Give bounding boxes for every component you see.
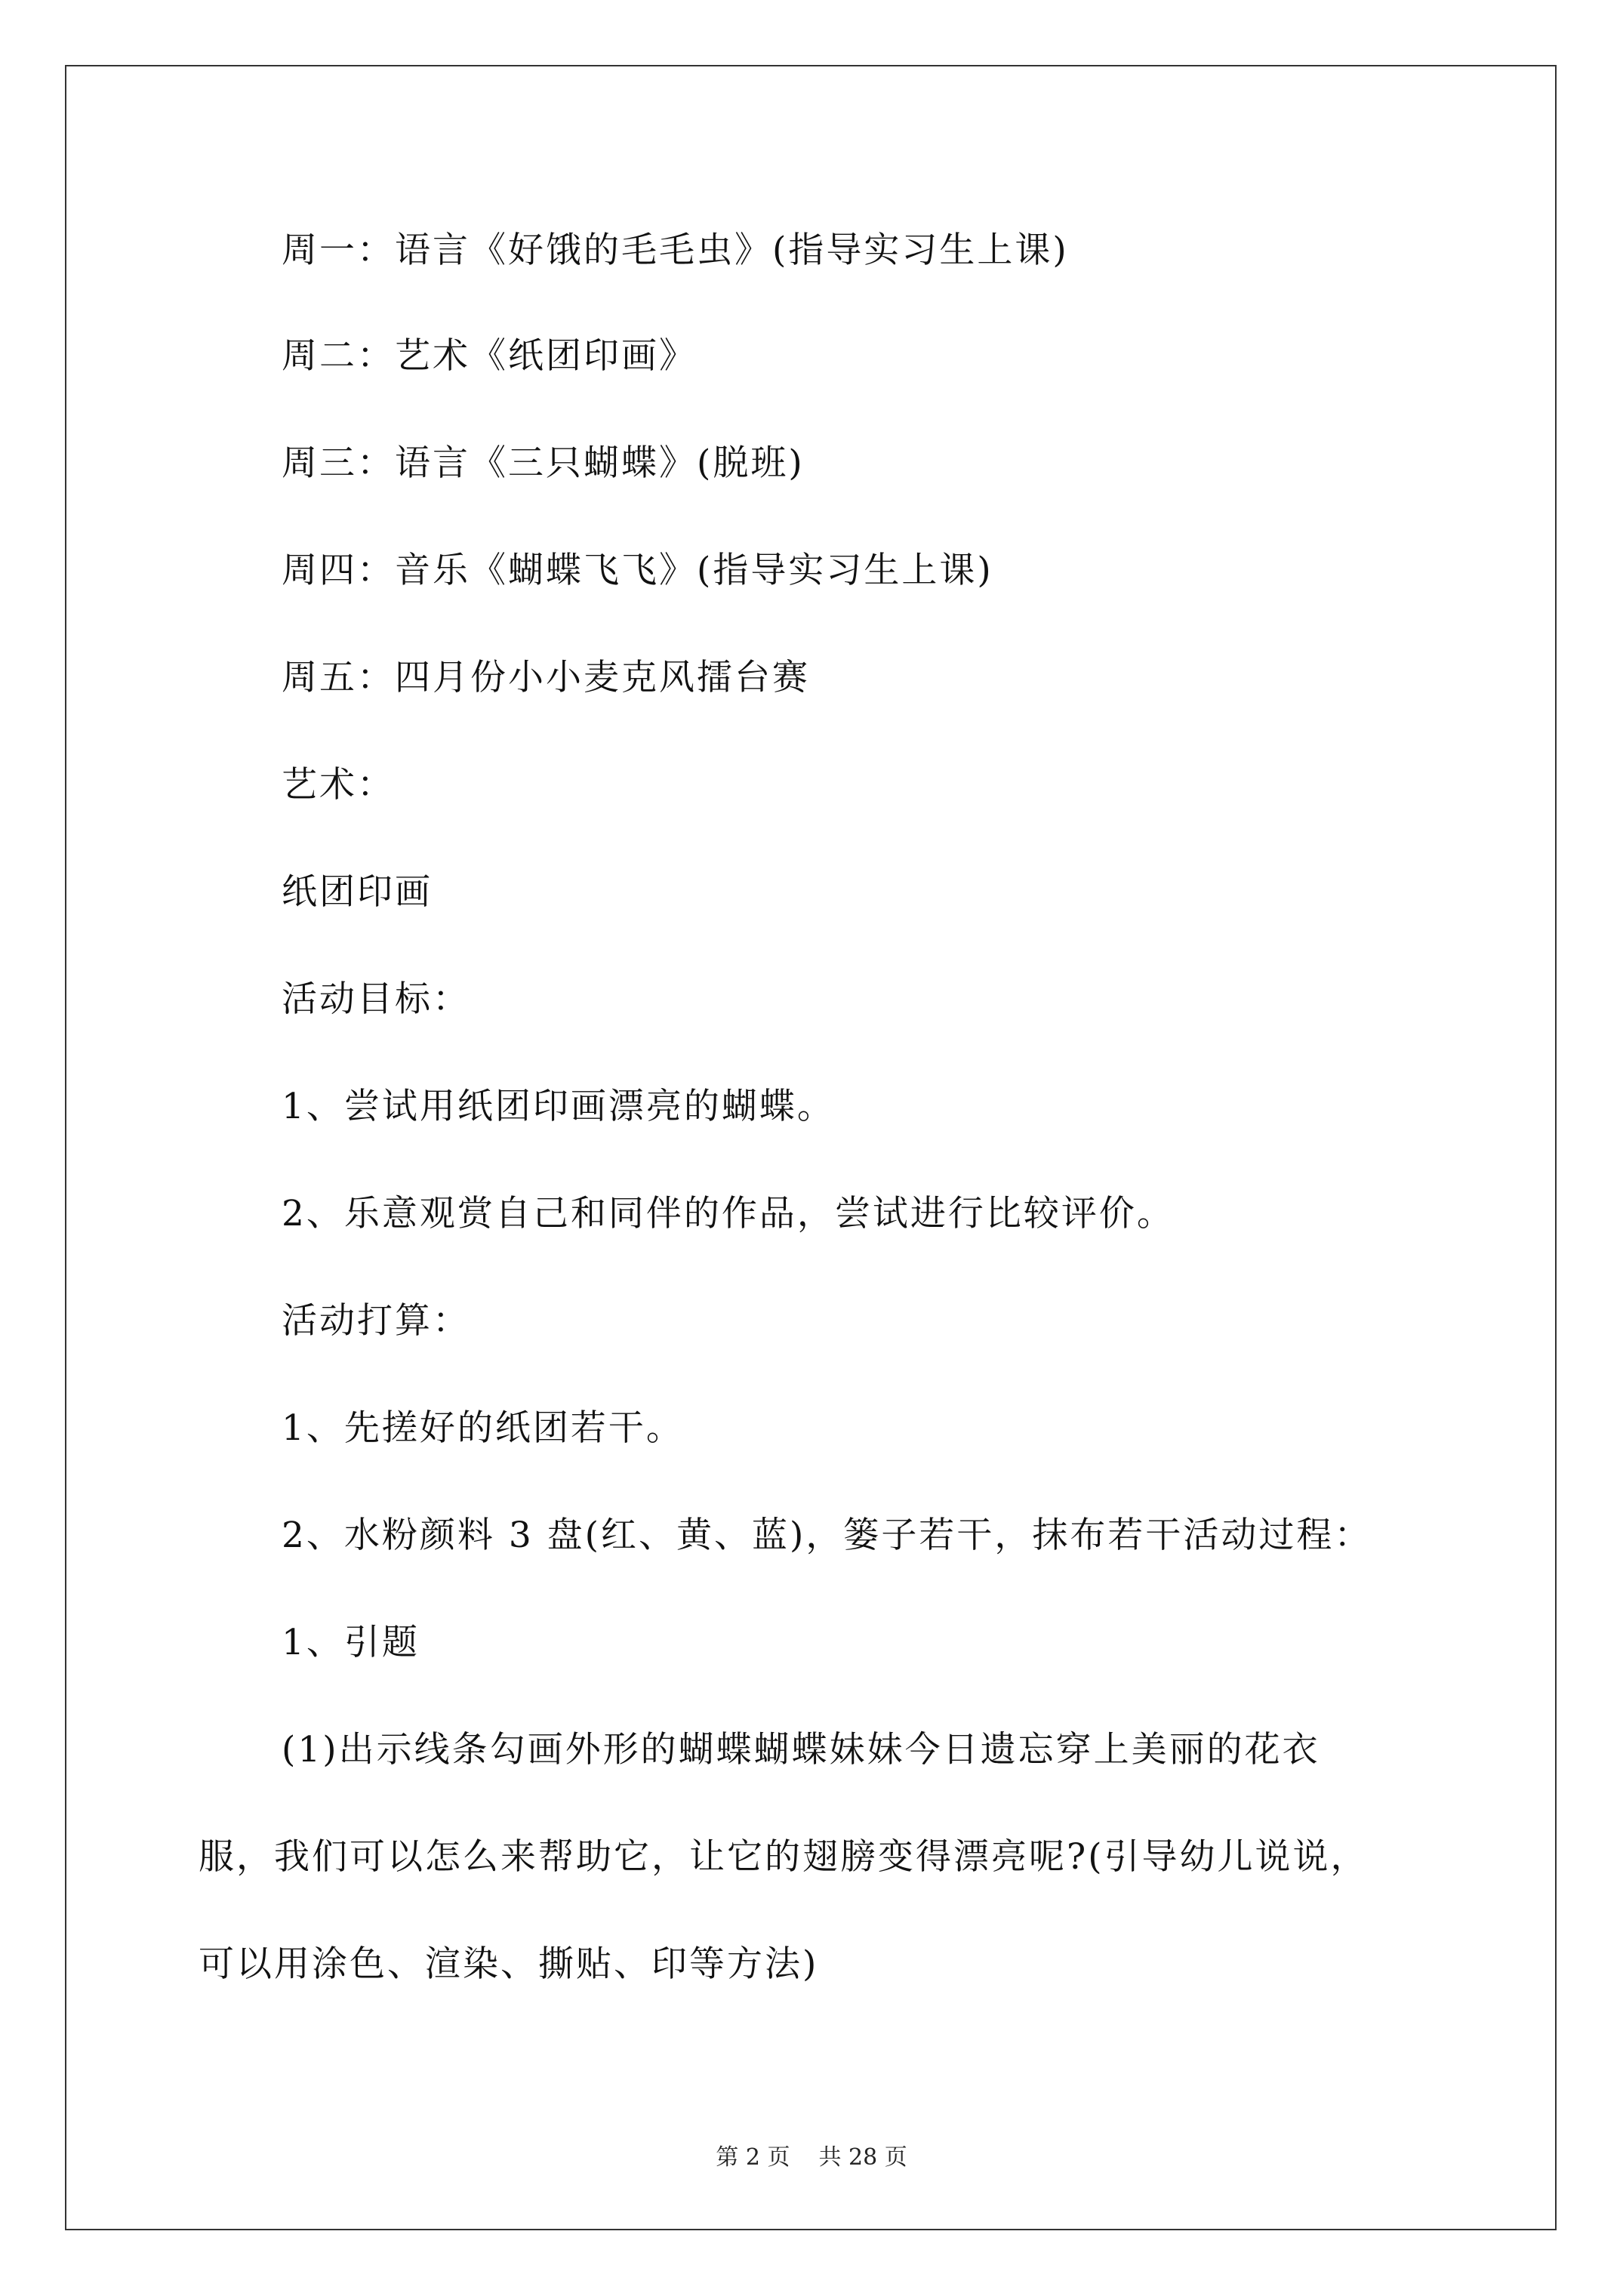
goals-heading: 活动目标： — [282, 978, 470, 1020]
goal-item: 2、乐意观赏自己和同伴的作品，尝试进行比较评价。 — [282, 1193, 1175, 1234]
preparation-item: 1、先搓好的纸团若干。 — [282, 1407, 684, 1449]
section-heading-art: 艺术： — [282, 764, 395, 806]
preparation-item: 2、水粉颜料 3 盘(红、黄、蓝)，篓子若干，抹布若干活动过程： — [282, 1515, 1372, 1556]
schedule-thursday: 周四：音乐《蝴蝶飞飞》(指导实习生上课) — [282, 550, 993, 591]
page-border — [65, 65, 1557, 2230]
page-footer — [0, 2143, 1623, 2173]
goal-item: 1、尝试用纸团印画漂亮的蝴蝶。 — [282, 1086, 835, 1127]
schedule-monday: 周一：语言《好饿的毛毛虫》(指导实习生上课) — [282, 230, 1069, 271]
process-paragraph-line: 服，我们可以怎么来帮助它，让它的翅膀变得漂亮呢?(引导幼儿说说， — [199, 1836, 1369, 1878]
schedule-wednesday: 周三：语言《三只蝴蝶》(脱班) — [282, 442, 805, 484]
process-step-heading: 1、引题 — [282, 1622, 420, 1663]
schedule-friday: 周五：四月份小小麦克风擂台赛 — [282, 657, 810, 698]
page-number: 第 2 页 — [716, 2144, 790, 2171]
preparation-heading: 活动打算： — [282, 1300, 470, 1342]
process-paragraph-line: (1)出示线条勾画外形的蝴蝶蝴蝶妹妹今日遗忘穿上美丽的花衣 — [282, 1729, 1320, 1771]
process-paragraph-line: 可以用涂色、渲染、撕贴、印等方法) — [199, 1943, 819, 1985]
activity-title: 纸团印画 — [282, 871, 433, 913]
page-total: 共 28 页 — [818, 2144, 907, 2171]
schedule-tuesday: 周二：艺术《纸团印画》 — [282, 335, 697, 377]
